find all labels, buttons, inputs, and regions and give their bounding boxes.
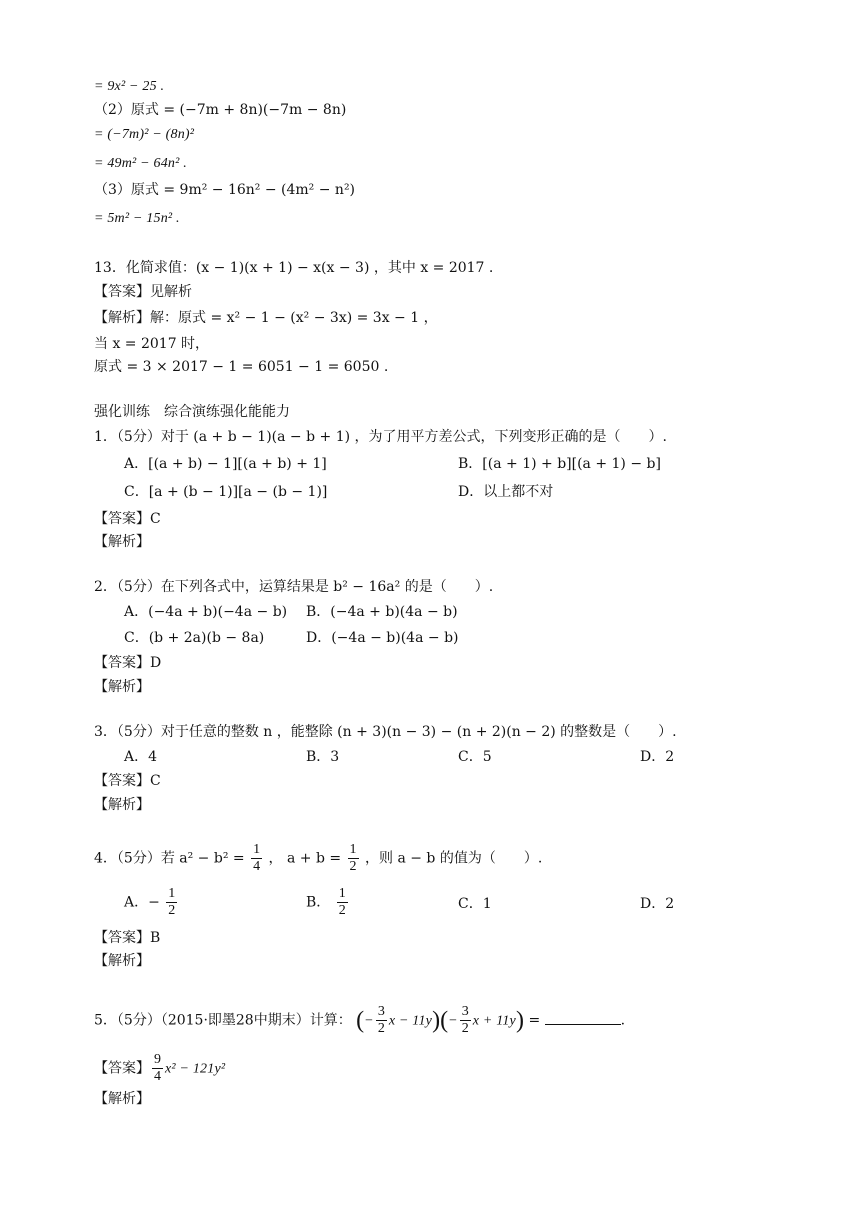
analysis-label: 【解析】: [94, 534, 150, 550]
question-4-stem: 4．（5分）若 a² − b² = $\frac{1}{4}$ ， a + b = $\frac{1}{2}$ ，则 a − b 的值为（ ）.: [94, 842, 543, 874]
option-c: C．1: [458, 896, 492, 912]
answer-label: 【答案】B: [94, 930, 161, 946]
answer-row: 【答案】 $\frac{9}{4}$ x² − 121y²: [94, 1052, 226, 1084]
section-title: 强化训练 综合演练强化能能力: [94, 404, 290, 420]
analysis-text: 原式 = 3 × 2017 − 1 = 6051 − 1 = 6050 .: [94, 359, 389, 375]
option-a: A．4: [124, 749, 158, 765]
fraction: $\frac{1}{4}$: [253, 842, 261, 874]
fraction: $\frac{3}{2}$: [461, 1004, 469, 1036]
question-1-stem: 1．（5分）对于 (a + b − 1)(a − b + 1) ，为了用平方差公式，下列变形正确的是（ ）.: [94, 429, 667, 445]
solution-line: = (−7m)² − (8n)²: [94, 127, 195, 142]
analysis-label: 【解析】: [94, 679, 150, 695]
answer-blank: [545, 1010, 621, 1025]
option-b: B．[(a + 1) + b][(a + 1) − b]: [458, 456, 661, 472]
fraction: $\frac{9}{4}$: [154, 1052, 161, 1084]
solution-line: （3）原式 = 9m² − 16n² − (4m² − n²): [94, 182, 356, 198]
solution-line: = 49m² − 64n² .: [94, 156, 187, 171]
option-a: A．− $\frac{1}{2}$: [124, 886, 176, 918]
question-5-stem: 5．（5分）（2015·即墨28中期末）计算： (− $\frac{3}{2}$ x − 11y)(− $\frac{3}{2}$ x + 11y) = .: [94, 1004, 626, 1036]
analysis-label: 【解析】: [94, 953, 150, 969]
answer-label: 【答案】C: [94, 511, 161, 527]
answer-label: 【答案】: [94, 1060, 150, 1077]
answer-label: 【答案】见解析: [94, 284, 192, 300]
answer-label: 【答案】C: [94, 773, 161, 789]
option-d: D．2: [640, 896, 675, 912]
option-c: C．5: [458, 749, 492, 765]
option-a: A．[(a + b) − 1][(a + b) + 1]: [124, 456, 327, 472]
solution-line: （2）原式 = (−7m + 8n)(−7m − 8n): [94, 102, 347, 118]
question-13-stem: 13．化简求值：(x − 1)(x + 1) − x(x − 3) ，其中 x = 2017 .: [94, 260, 494, 276]
fraction: $\frac{1}{2}$: [168, 886, 176, 918]
option-b: B． $\frac{1}{2}$: [306, 886, 346, 918]
analysis-label: 【解析】: [94, 1091, 150, 1107]
option-c: C．(b + 2a)(b − 8a): [124, 630, 265, 646]
question-2-stem: 2．（5分）在下列各式中，运算结果是 b² − 16a² 的是（ ）.: [94, 579, 494, 595]
option-b: B．(−4a + b)(4a − b): [306, 604, 458, 620]
option-c: C．[a + (b − 1)][a − (b − 1)]: [124, 484, 328, 500]
question-3-stem: 3．（5分）对于任意的整数 n ，能整除 (n + 3)(n − 3) − (n + 2)(n − 2) 的整数是（ ）.: [94, 724, 677, 740]
fraction: $\frac{1}{2}$: [349, 842, 357, 874]
fraction: $\frac{1}{2}$: [338, 886, 346, 918]
fraction: $\frac{3}{2}$: [377, 1004, 385, 1036]
solution-line: = 9x² − 25 .: [94, 79, 165, 94]
answer-label: 【答案】D: [94, 655, 162, 671]
option-d: D．以上都不对: [458, 484, 554, 500]
option-d: D．2: [640, 749, 675, 765]
option-b: B．3: [306, 749, 340, 765]
solution-line: = 5m² − 15n² .: [94, 211, 180, 226]
analysis-label: 【解析】: [94, 797, 150, 813]
option-a: A．(−4a + b)(−4a − b): [124, 604, 288, 620]
analysis-text: 【解析】解：原式 = x² − 1 − (x² − 3x) = 3x − 1 ，: [94, 310, 438, 326]
analysis-text: 当 x = 2017 时，: [94, 336, 210, 352]
option-d: D．(−4a − b)(4a − b): [306, 630, 459, 646]
